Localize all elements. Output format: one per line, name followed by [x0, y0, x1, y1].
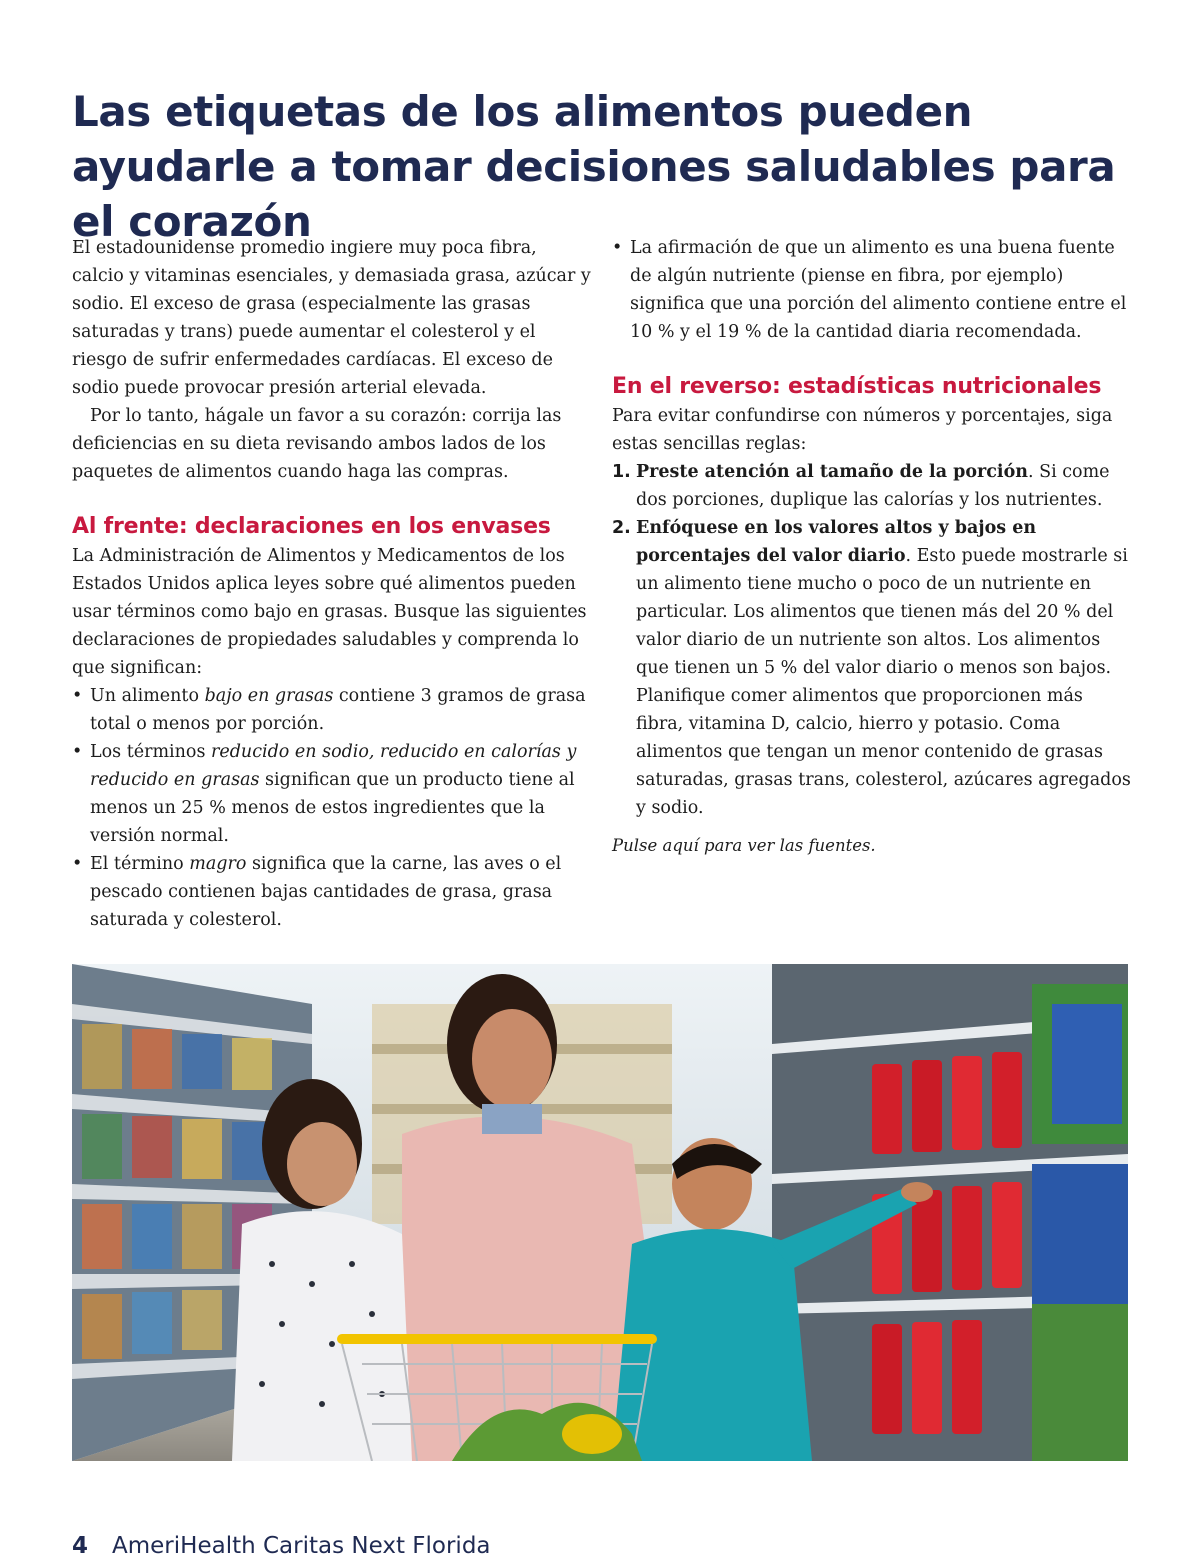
nutrition-facts-heading: En el reverso: estadísticas nutricionales: [612, 374, 1102, 399]
left-column: [72, 234, 592, 934]
health-claims-list-continued: [612, 234, 1134, 346]
intro-paragraph-1: El estadounidense promedio ingiere muy poca fibra, calcio y vitaminas esenciales, y demasiada grasa, azúcar y sodio. El exceso de grasa (especialmente las grasas saturadas y trans) puede aumentar el colesterol y el riesgo de sufrir enfermedades cardíacas. El exceso de sodio puede provocar presión arterial elevada.: [72, 238, 591, 398]
page-number: 4: [72, 1533, 89, 1558]
rules-list: [612, 458, 1134, 822]
term-reduced: reducido en sodio, reducido en calorías y reducido en grasas: [90, 742, 577, 790]
rule-bold-text: Enfóquese en los valores altos y bajos en porcentajes del valor diario: [636, 518, 1037, 566]
right-column: [612, 234, 1134, 860]
front-claims-body: La Administración de Alimentos y Medicamentos de los Estados Unidos aplica leyes sobre qué alimentos pueden usar términos como bajo en grasas. Busque las siguientes declaraciones de propiedades saludables y comprenda lo que significan:: [72, 546, 587, 678]
intro-paragraph-2: Por lo tanto, hágale un favor a su corazón: corrija las deficiencias en su dieta revisando ambos lados de los paquetes de alimentos cuando haga las compras.: [72, 406, 562, 482]
nutrition-facts-body: Para evitar confundirse con números y porcentajes, siga estas sencillas reglas:: [612, 406, 1113, 454]
rule-bold-text: Preste atención al tamaño de la porción: [636, 462, 1028, 482]
term-lean: magro: [189, 854, 247, 874]
list-item-low-fat: • Un alimento bajo en grasas contiene 3 gramos de grasa total o menos por porción.: [72, 682, 592, 738]
publication-name: AmeriHealth Caritas Next Florida: [112, 1533, 491, 1558]
rule-number: 2.: [612, 518, 631, 538]
term-low-fat: bajo en grasas: [204, 686, 334, 706]
grocery-shopping-photo: [72, 964, 1128, 1461]
list-item-lean: • El término magro significa que la carne, las aves o el pescado contienen bajas cantidades de grasa, grasa saturada y colesterol.: [72, 850, 592, 934]
health-claims-list: [72, 682, 592, 934]
rule-item-serving-size: 1. Preste atención al tamaño de la porción. Si come dos porciones, duplique las calorías y los nutrientes.: [612, 458, 1134, 514]
rule-item-daily-value: 2. Enfóquese en los valores altos y bajos en porcentajes del valor diario. Esto puede mostrarle si un alimento tiene mucho o poco de un nutriente en particular. Los alimentos que tienen más del 20 % del valor diario de un nutriente son altos. Los alimentos que tienen un 5 % del valor diario o menos son bajos. Planifique comer alimentos que proporcionen más fibra, vitamina D, calcio, hierro y potasio. Coma alimentos que tengan un menor contenido de grasas saturadas, grasas trans, colesterol, azúcares agregados y sodio.: [612, 514, 1134, 822]
page-footer: [72, 1533, 491, 1558]
front-claims-heading: Al frente: declaraciones en los envases: [72, 514, 551, 539]
sources-link[interactable]: Pulse aquí para ver las fuentes.: [612, 836, 876, 855]
rule-number: 1.: [612, 462, 631, 482]
page-title: Las etiquetas de los alimentos pueden ayudarle a tomar decisiones saludables para el corazón: [72, 87, 1116, 246]
list-item-reduced: • Los términos reducido en sodio, reducido en calorías y reducido en grasas significan que un producto tiene al menos un 25 % menos de estos ingredientes que la versión normal.: [72, 738, 592, 850]
list-item-good-source: • La afirmación de que un alimento es una buena fuente de algún nutriente (piense en fibra, por ejemplo) significa que una porción del alimento contiene entre el 10 % y el 19 % de la cantidad diaria recomendada.: [612, 234, 1134, 346]
